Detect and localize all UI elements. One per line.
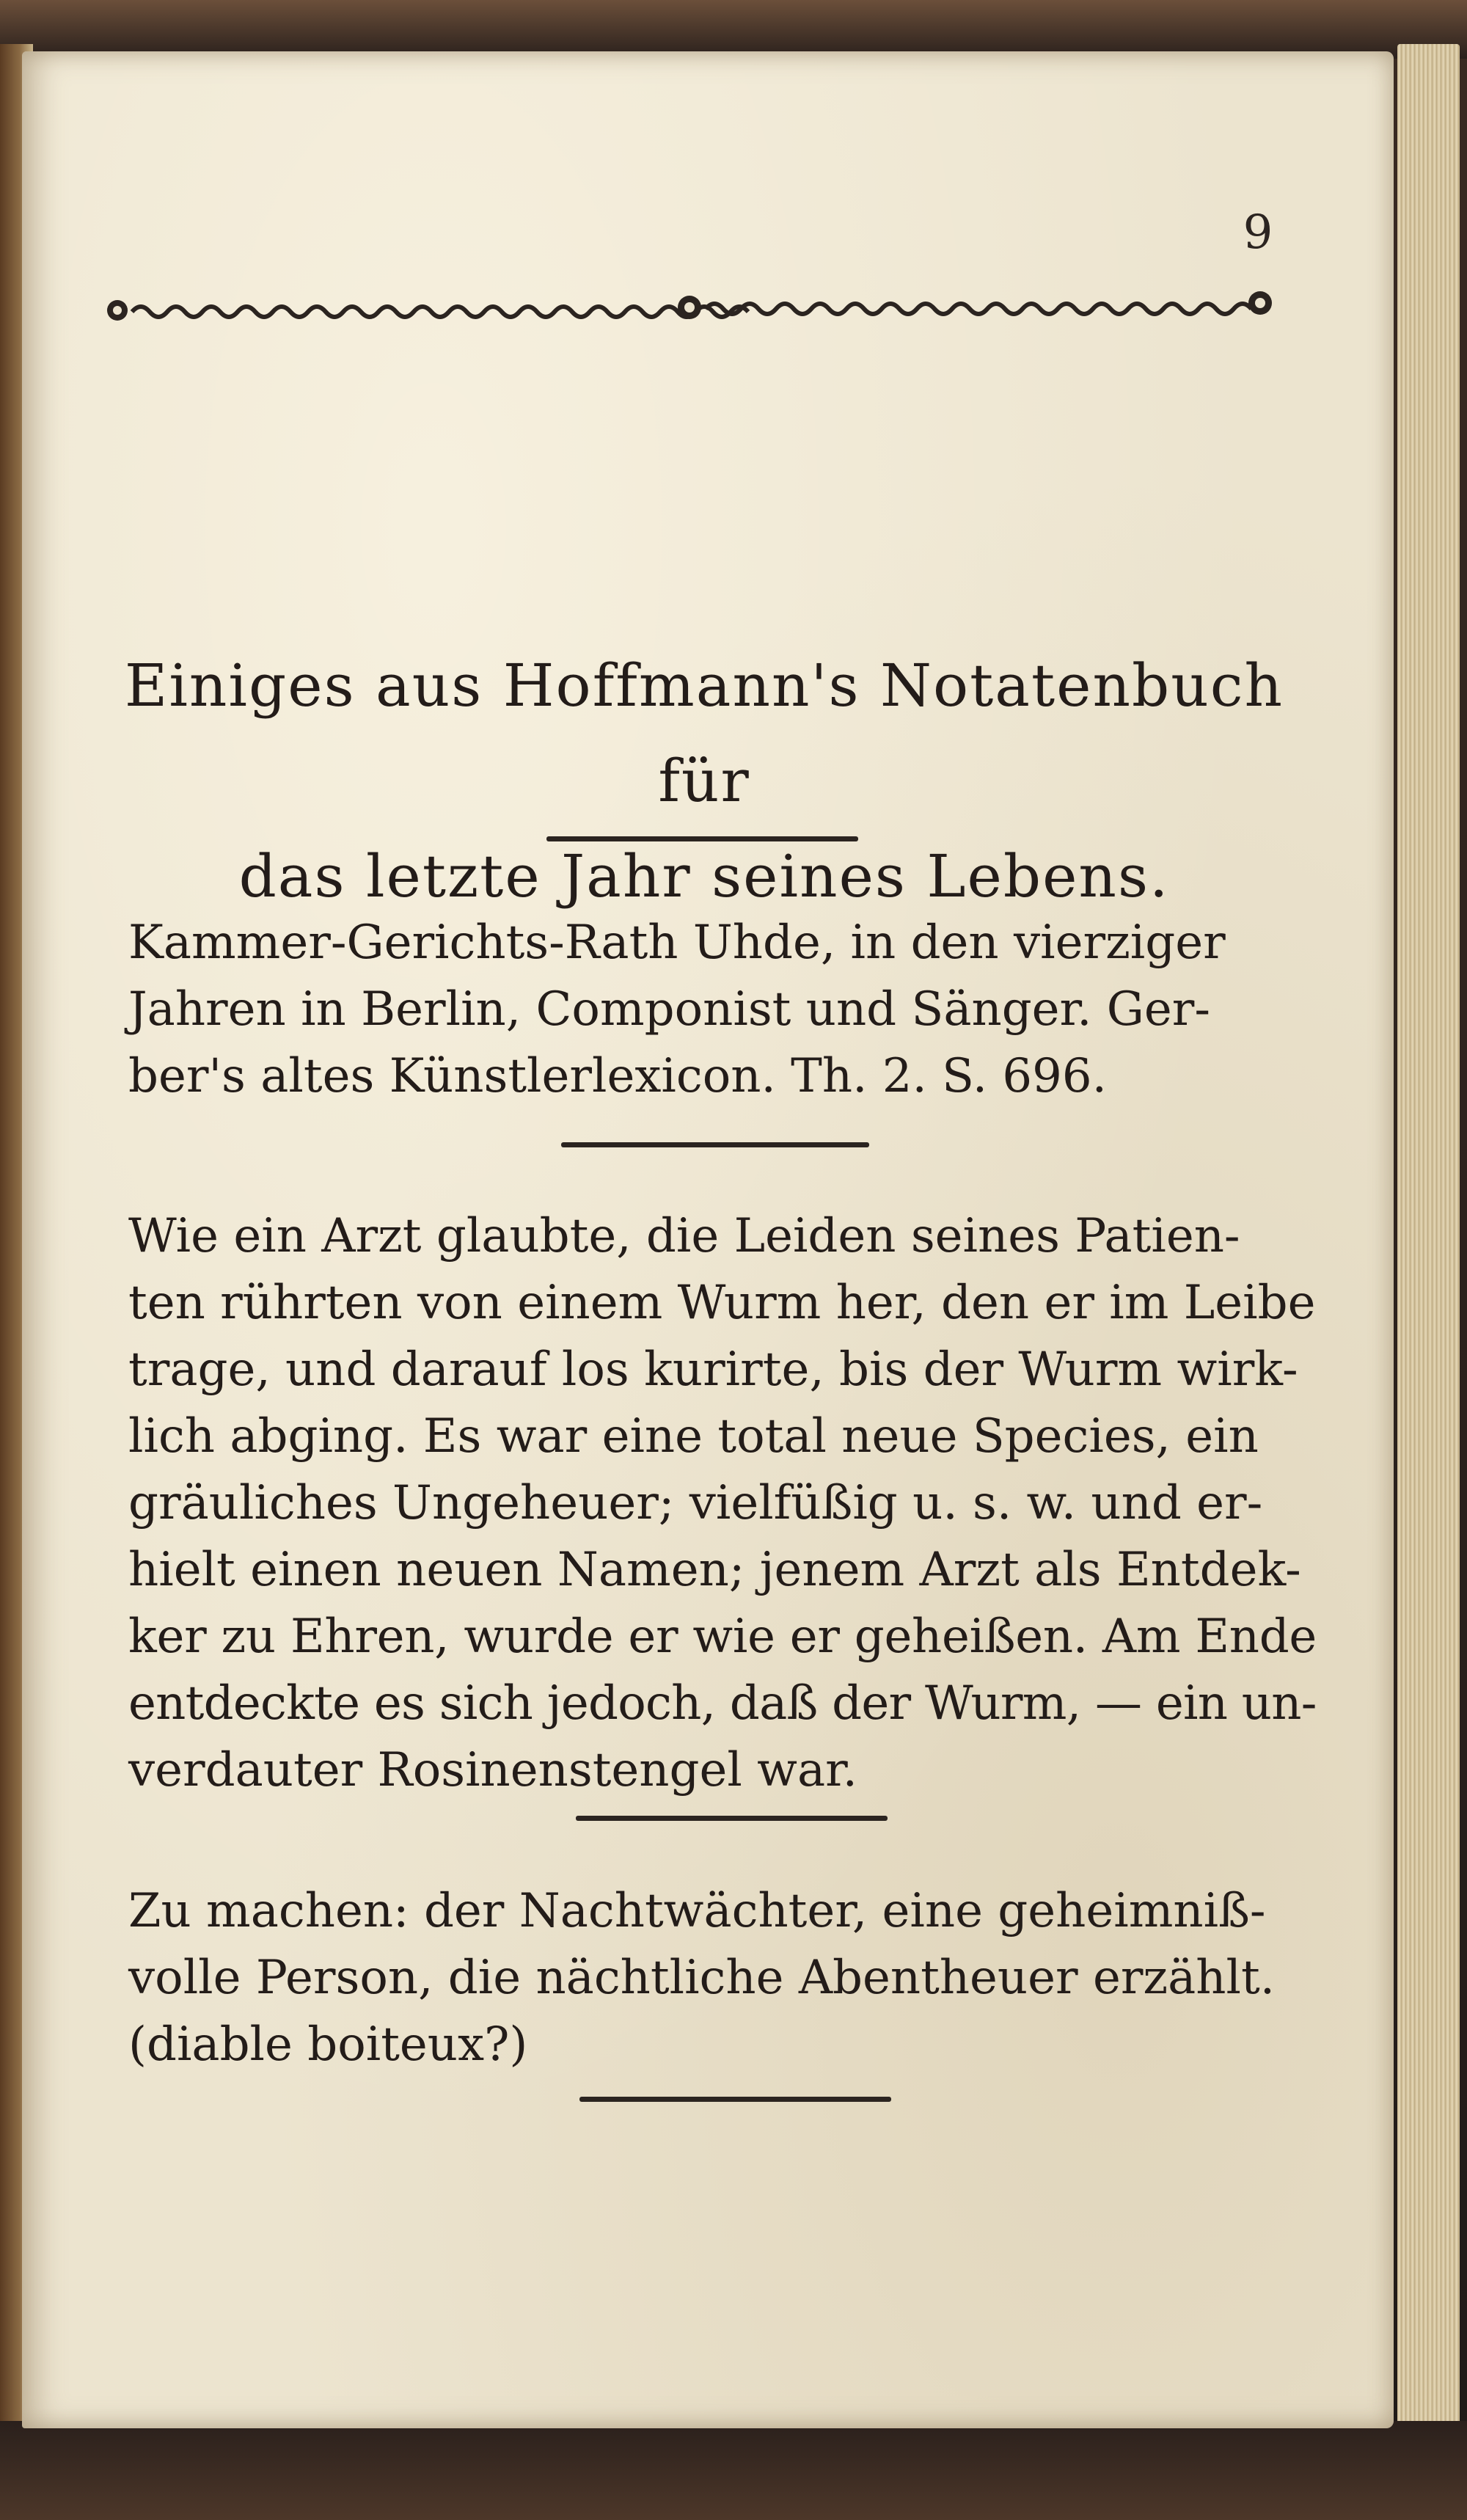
paragraph-wurm xyxy=(128,1203,1317,1804)
text-line: Wie ein Arzt glaubte, die Leiden seines Patien- xyxy=(128,1209,1240,1263)
chapter-title-line: das letzte Jahr seines Lebens. xyxy=(238,842,1170,910)
text-line: verdauter Rosinenstengel war. xyxy=(128,1743,857,1797)
text-line: trage, und darauf los kurirte, bis der Wurm wirk- xyxy=(128,1343,1298,1397)
text-line: hielt einen neuen Namen; jenem Arzt als Entdek- xyxy=(128,1543,1301,1597)
text-line: gräuliches Ungeheuer; vielfüßig u. s. w. und er- xyxy=(128,1476,1263,1530)
ornament-border-icon xyxy=(103,282,1276,334)
paragraph-nachtwaechter xyxy=(128,1878,1317,2078)
paragraph-uhde xyxy=(128,910,1317,1110)
divider-rule xyxy=(576,1816,888,1821)
page-number: 9 xyxy=(1243,205,1273,260)
text-line: (diable boiteux?) xyxy=(128,2017,528,2072)
chapter-title xyxy=(117,638,1291,924)
text-line: Zu machen: der Nachtwächter, eine geheimniß- xyxy=(128,1884,1266,1938)
chapter-title-line: Einiges aus Hoffmann's Notatenbuch für xyxy=(124,651,1284,815)
text-line: lich abging. Es war eine total neue Species, ein xyxy=(128,1409,1259,1464)
text-line: entdeckte es sich jedoch, daß der Wurm, — ein un- xyxy=(128,1676,1317,1731)
divider-rule xyxy=(579,2097,891,2102)
text-line: volle Person, die nächtliche Abentheuer erzählt. xyxy=(128,1951,1276,2005)
cover-top-edge xyxy=(0,0,1467,59)
text-line: ber's altes Künstlerlexicon. Th. 2. S. 696. xyxy=(128,1049,1107,1103)
divider-rule xyxy=(561,1142,869,1147)
page-stack-edge xyxy=(1397,44,1460,2443)
cover-bottom-edge xyxy=(0,2421,1467,2520)
text-line: ker zu Ehren, wurde er wie er geheißen. Am Ende xyxy=(128,1610,1317,1664)
text-line: Kammer-Gerichts-Rath Uhde, in den vierziger xyxy=(128,916,1226,970)
text-line: ten rührten von einem Wurm her, den er im Leibe xyxy=(128,1276,1316,1330)
text-line: Jahren in Berlin, Componist und Sänger. Ger- xyxy=(128,982,1210,1037)
divider-rule xyxy=(546,836,858,841)
